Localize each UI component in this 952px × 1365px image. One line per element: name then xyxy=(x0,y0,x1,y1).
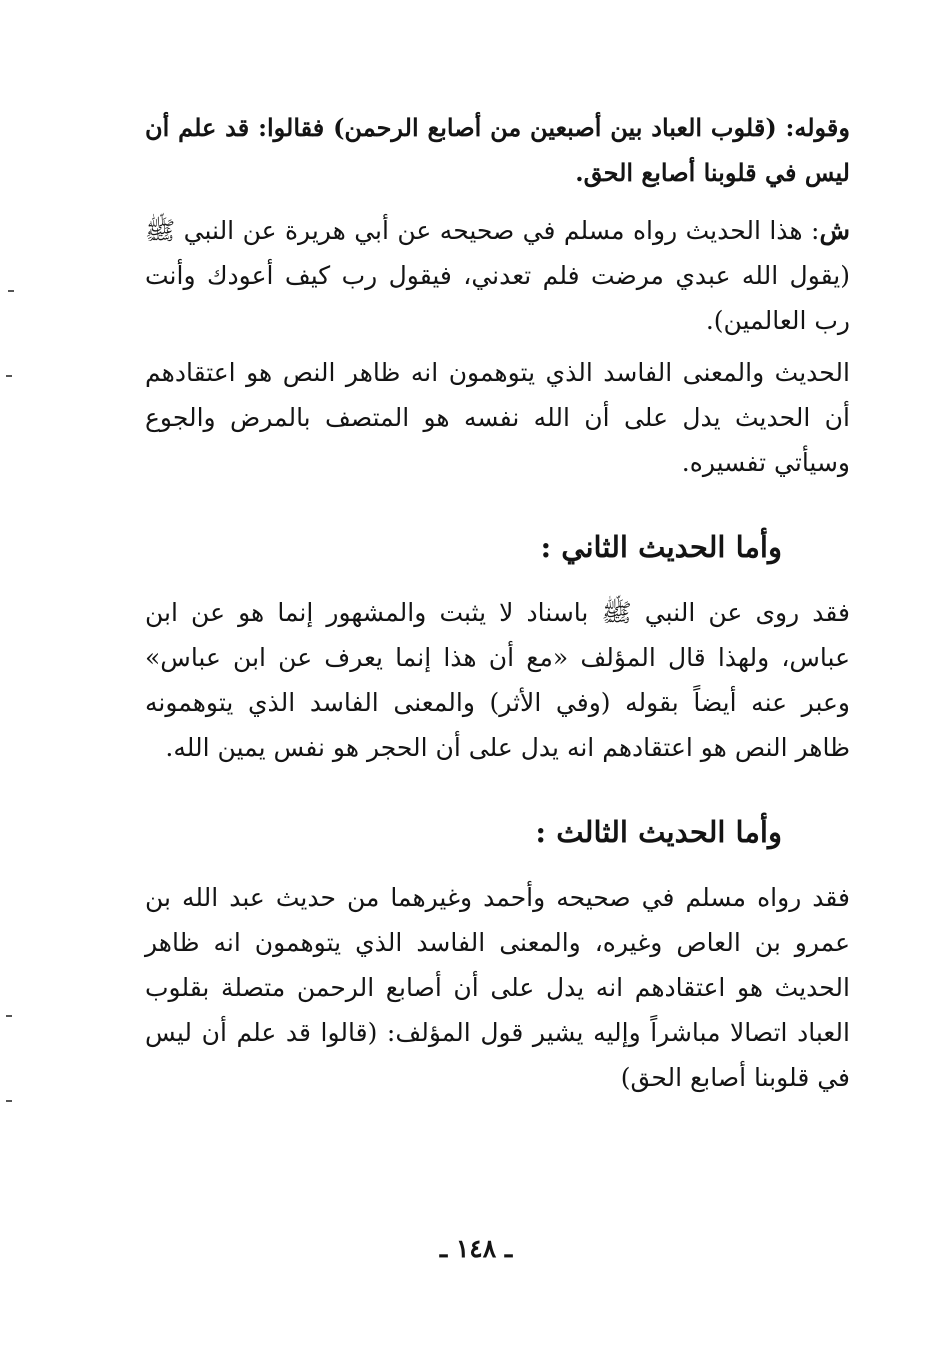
paragraph-second-hadith xyxy=(145,590,850,770)
paragraph-explanation xyxy=(145,208,850,343)
heading-third-hadith: وأما الحديث الثالث : xyxy=(535,815,782,849)
page-number: ـ ١٤٨ ـ xyxy=(439,1234,513,1263)
margin-mark xyxy=(6,1100,12,1102)
paragraph-4: فقد روى عن النبي ﷺ باسناد لا يثبت والمشهور إنما هو عن ابن عباس، ولهذا قال المؤلف «مع أن هذا إنما يعرف عن ابن عباس» وعبر عنه أيضاً بقوله (وفي الأثر) والمعنى الفاسد الذي يتوهمونه ظاهر النص هو اعتقادهم انه يدل على أن الحجر هو نفس يمين الله. xyxy=(145,598,850,762)
paragraph-2-body: : هذا الحديث رواه مسلم في صحيحه عن أبي هريرة عن النبي ﷺ (يقول الله عبدي مرضت فلم تعدني، فيقول رب كيف أعودك وأنت رب العالمين). xyxy=(145,216,850,335)
paragraph-2 xyxy=(145,208,850,343)
margin-mark xyxy=(6,375,12,377)
paragraph-1: وقوله: (قلوب العباد بين أصبعين من أصابع الرحمن) فقالوا: قد علم أن ليس في قلوبنا أصابع الحق. xyxy=(145,113,850,187)
paragraph-third-hadith xyxy=(145,875,850,1100)
paragraph-5: فقد رواه مسلم في صحيحه وأحمد وغيرهما من حديث عبد الله بن عمرو بن العاص وغيره، والمعنى الفاسد الذي يتوهمون انه ظاهر الحديث هو اعتقادهم انه يدل على أن أصابع الرحمن متصلة بقلوب العباد اتصالا مباشراً وإليه يشير قول المؤلف: (قالوا قد علم أن ليس في قلوبنا أصابع الحق) xyxy=(145,883,850,1092)
paragraph-quote-hearts xyxy=(145,105,850,195)
paragraph-false-meaning-1 xyxy=(145,350,850,485)
paragraph-3: الحديث والمعنى الفاسد الذي يتوهمون انه ظاهر النص هو اعتقادهم أن الحديث يدل على أن الله نفسه هو المتصف بالمرض والجوع وسيأتي تفسيره. xyxy=(145,358,850,477)
margin-mark xyxy=(8,290,14,292)
heading-second-hadith: وأما الحديث الثاني : xyxy=(540,530,782,564)
margin-mark xyxy=(6,1015,12,1017)
sharh-marker: ش xyxy=(819,216,850,245)
